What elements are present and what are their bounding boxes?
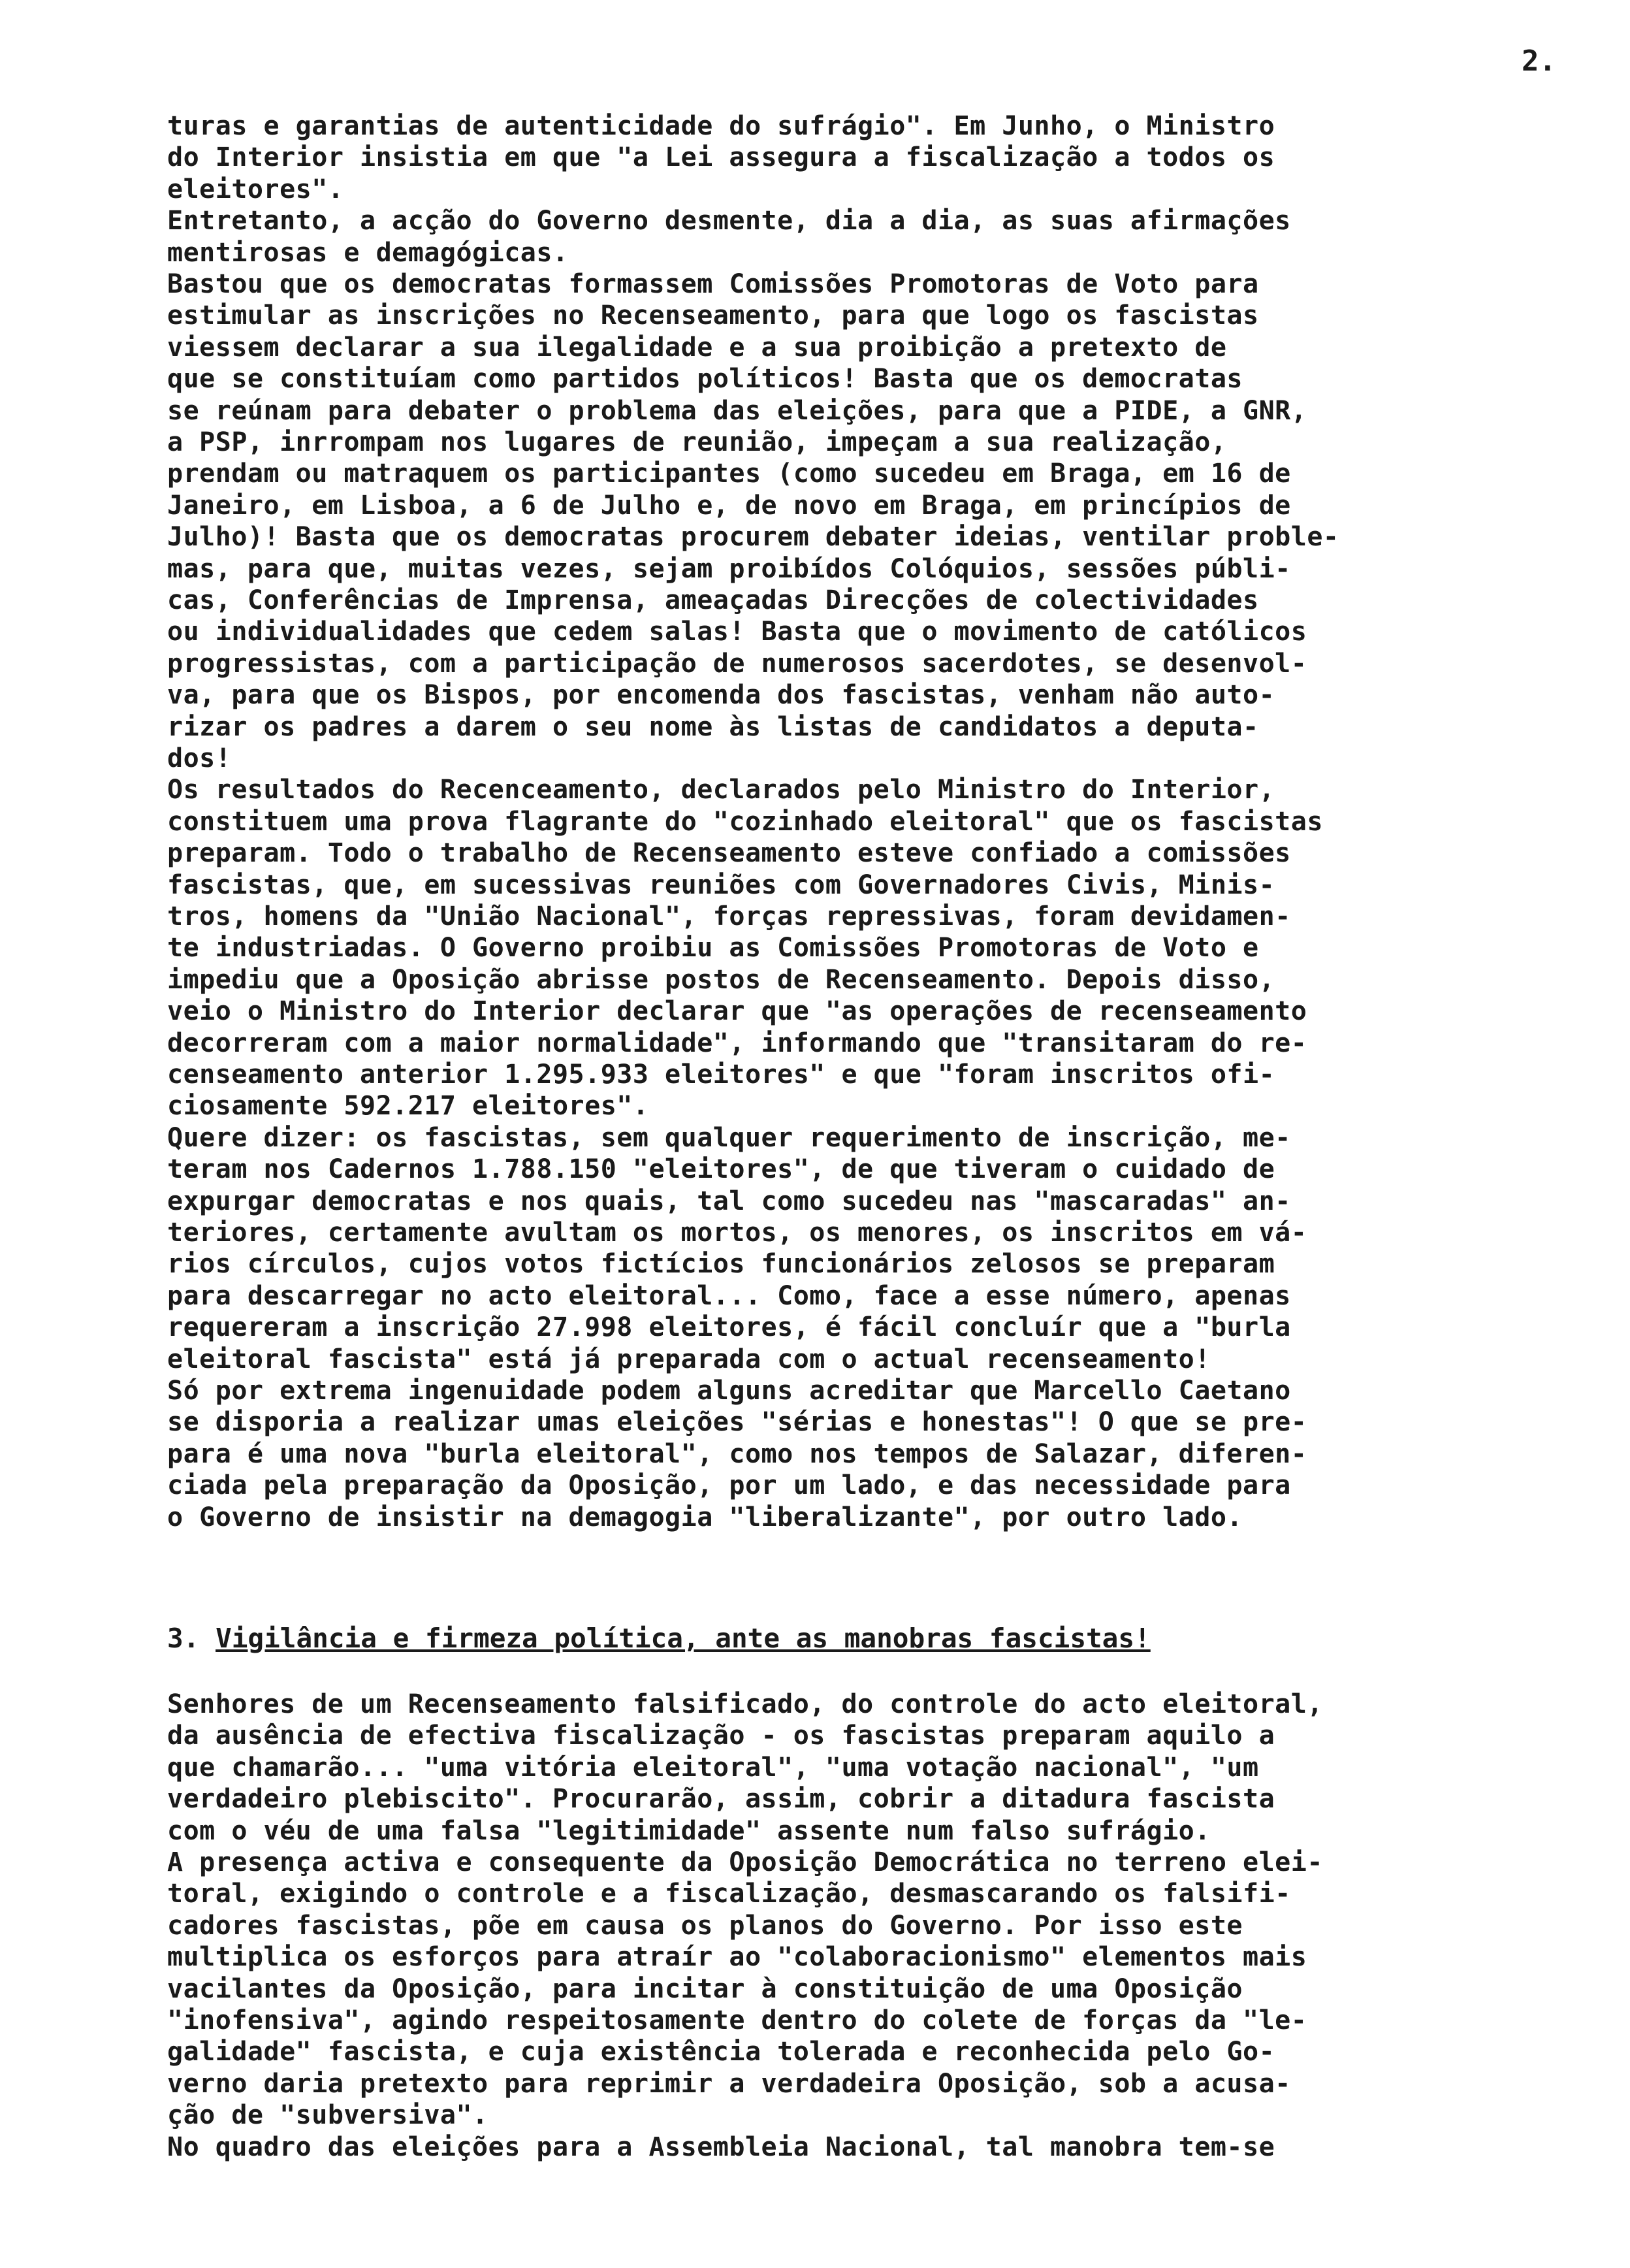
text-line: cadores fascistas, põe em causa os planos do Governo. Por isso este [167,1910,1243,1941]
text-line: turas e garantias de autenticidade do sufrágio". Em Junho, o Ministro [167,111,1275,141]
text-line: cas, Conferências de Imprensa, ameaçadas Direcções de colectividades [167,585,1259,615]
text-line: ciada pela preparação da Oposição, por um lado, e das necessidade para [167,1470,1291,1501]
text-line: eleitores". [167,174,344,204]
text-line: para é uma nova "burla eleitoral", como nos tempos de Salazar, diferen- [167,1438,1307,1469]
text-line: censeamento anterior 1.295.933 eleitores" e que "foram inscritos ofi- [167,1060,1275,1090]
section-number: 3. [167,1623,200,1654]
section-title: Vigilância e firmeza política, ante as manobras fascistas! [216,1623,1151,1654]
text-line: A presença activa e consequente da Oposição Democrática no terreno elei- [167,1847,1323,1877]
text-line: a PSP, inrrompam nos lugares de reunião, impeçam a sua realização, [167,427,1227,457]
text-line: ção de "subversiva". [167,2100,488,2131]
text-line: impediu que a Oposição abrisse postos de Recenseamento. Depois disso, [167,964,1275,995]
text-line: viessem declarar a sua ilegalidade e a sua proibição a pretexto de [167,332,1227,363]
text-line: Quere dizer: os fascistas, sem qualquer requerimento de inscrição, me- [167,1122,1291,1153]
text-line: estimular as inscrições no Recenseamento, para que logo os fascistas [167,300,1259,331]
text-line: da ausência de efectiva fiscalização - os fascistas preparam aquilo a [167,1721,1275,1751]
text-line: do Interior insistia em que "a Lei assegura a fiscalização a todos os [167,142,1275,173]
text-line: verno daria pretexto para reprimir a verdadeira Oposição, sob a acusa- [167,2068,1291,2099]
text-line: No quadro das eleições para a Assembleia Nacional, tal manobra tem-se [167,2131,1275,2162]
text-line: rizar os padres a darem o seu nome às listas de candidatos a deputa- [167,711,1259,742]
text-line: Senhores de um Recenseamento falsificado, do controle do acto eleitoral, [167,1689,1323,1719]
text-line: mentirosas e demagógicas. [167,237,569,268]
text-line: Só por extrema ingenuidade podem alguns acreditar que Marcello Caetano [167,1376,1291,1406]
text-line: dos! [167,743,232,773]
text-line: tros, homens da "União Nacional", forças repressivas, foram devidamen- [167,901,1291,932]
text-line: expurgar democratas e nos quais, tal como sucedeu nas "mascaradas" an- [167,1186,1291,1216]
text-line: teriores, certamente avultam os mortos, os menores, os inscritos em vá- [167,1218,1307,1248]
text-line: verdadeiro plebiscito". Procurarão, assim, cobrir a ditadura fascista [167,1784,1275,1815]
text-line: ciosamente 592.217 eleitores". [167,1091,649,1122]
text-line: ou individualidades que cedem salas! Basta que o movimento de católicos [167,617,1307,647]
text-line: toral, exigindo o controle e a fiscalização, desmascarando os falsifi- [167,1879,1291,1909]
text-line: Janeiro, em Lisboa, a 6 de Julho e, de novo em Braga, em princípios de [167,490,1291,521]
text-line: constituem uma prova flagrante do "cozinhado eleitoral" que os fascistas [167,806,1323,837]
text-line: mas, para que, muitas vezes, sejam proibídos Colóquios, sessões públi- [167,553,1291,584]
page-number: 2. [1522,44,1556,78]
text-line: para descarregar no acto eleitoral... Como, face a esse número, apenas [167,1280,1291,1311]
text-line: que se constituíam como partidos políticos! Basta que os democratas [167,364,1243,395]
text-line: preparam. Todo o trabalho de Recenseamento esteve confiado a comissões [167,838,1291,869]
text-line: Bastou que os democratas formassem Comissões Promotoras de Voto para [167,269,1259,299]
text-line: eleitoral fascista" está já preparada com o actual recenseamento! [167,1344,1211,1374]
text-line: vacilantes da Oposição, para incitar à constituição de uma Oposição [167,1973,1243,2004]
text-line: "inofensiva", agindo respeitosamente dentro do colete de forças da "le- [167,2005,1307,2035]
text-line: progressistas, com a participação de numerosos sacerdotes, se desenvol- [167,648,1307,679]
text-line: se disporia a realizar umas eleições "sérias e honestas"! O que se pre- [167,1407,1307,1438]
text-line: galidade" fascista, e cuja existência tolerada e reconhecida pelo Go- [167,2037,1275,2067]
text-line: te industriadas. O Governo proibiu as Comissões Promotoras de Voto e [167,933,1259,964]
text-line: Entretanto, a acção do Governo desmente, dia a dia, as suas afirmações [167,206,1291,236]
text-line: o Governo de insistir na demagogia "liberalizante", por outro lado. [167,1502,1243,1532]
text-line: fascistas, que, em sucessivas reuniões com Governadores Civis, Minis- [167,869,1275,900]
text-line: veio o Ministro do Interior declarar que "as operações de recenseamento [167,996,1307,1027]
text-line: rios círculos, cujos votos fictícios funcionários zelosos se preparam [167,1249,1275,1280]
text-line: que chamarão... "uma vitória eleitoral", "uma votação nacional", "um [167,1752,1259,1783]
text-line: Os resultados do Recenceamento, declarados pelo Ministro do Interior, [167,775,1275,805]
text-line: com o véu de uma falsa "legitimidade" assente num falso sufrágio. [167,1815,1211,1846]
text-line: Julho)! Basta que os democratas procurem debater ideias, ventilar proble- [167,522,1339,553]
text-line: va, para que os Bispos, por encomenda dos fascistas, venham não auto- [167,680,1275,711]
text-line: decorreram com a maior normalidade", informando que "transitaram do re- [167,1028,1307,1058]
text-line: prendam ou matraquem os participantes (como sucedeu em Braga, em 16 de [167,459,1291,489]
text-line: se reúnam para debater o problema das eleições, para que a PIDE, a GNR, [167,395,1307,426]
text-line: multiplica os esforços para atraír ao "colaboracionismo" elementos mais [167,1942,1307,1973]
text-line: requereram a inscrição 27.998 eleitores, é fácil concluír que a "burla [167,1312,1291,1343]
text-line: teram nos Cadernos 1.788.150 "eleitores", de que tiveram o cuidado de [167,1154,1275,1185]
section-heading [167,1623,1151,1654]
